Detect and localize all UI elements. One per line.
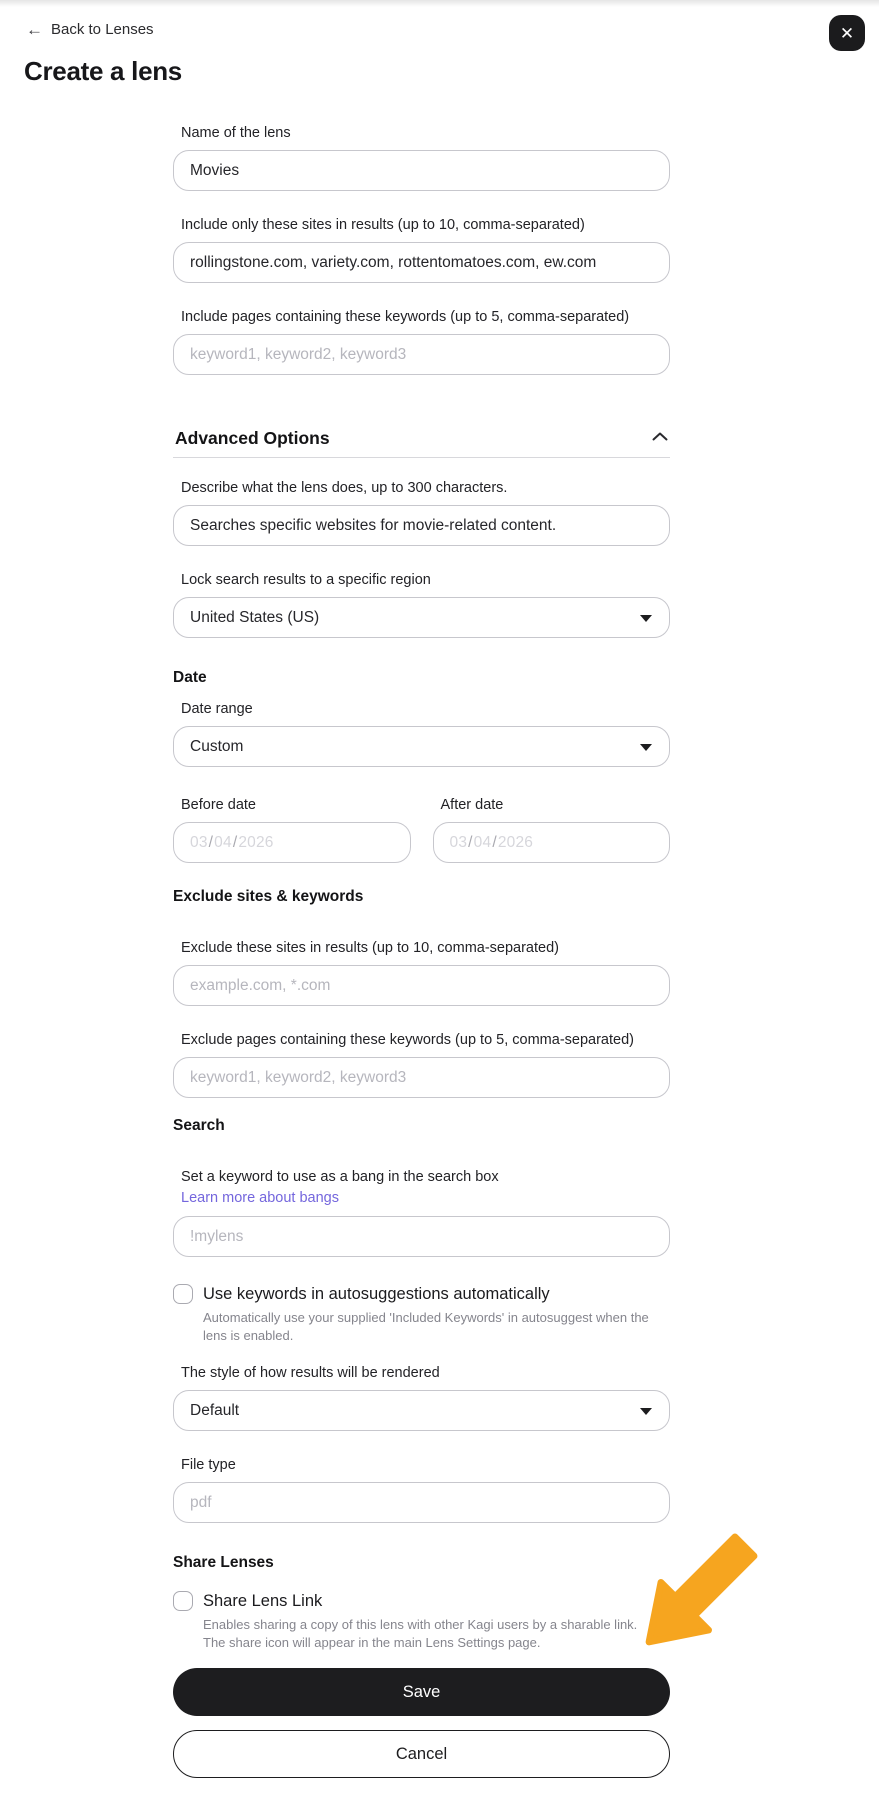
date-separator: / (208, 833, 214, 851)
caret-down-icon (640, 1408, 652, 1415)
share-link-helper-line1: Enables sharing a copy of this lens with other Kagi users by a sharable link. (203, 1617, 638, 1632)
back-to-lenses-link[interactable] (26, 21, 154, 38)
before-date-month: 03 (190, 833, 208, 851)
date-range-select[interactable] (173, 726, 670, 767)
region-selected-value: United States (US) (190, 608, 320, 626)
share-section-heading: Share Lenses (173, 1554, 274, 1571)
include-sites-input[interactable] (173, 242, 670, 283)
back-to-lenses-label: Back to Lenses (51, 21, 154, 38)
date-separator: / (232, 833, 238, 851)
after-date-month: 03 (449, 833, 468, 851)
field-render-style (173, 1365, 670, 1431)
exclude-section-heading: Exclude sites & keywords (173, 888, 364, 905)
date-separator: / (492, 833, 497, 851)
after-date-day: 04 (473, 833, 492, 851)
search-section-heading: Search (173, 1117, 225, 1134)
after-date-year: 2026 (497, 833, 534, 851)
advanced-options-title: Advanced Options (175, 428, 330, 448)
render-style-selected-value: Default (190, 1401, 240, 1419)
region-label: Lock search results to a specific region (181, 572, 431, 588)
after-date-label: After date (440, 797, 504, 813)
after-date-input[interactable] (433, 822, 671, 863)
date-section-heading: Date (173, 669, 207, 686)
share-link-label[interactable]: Share Lens Link (203, 1592, 323, 1610)
render-style-select[interactable] (173, 1390, 670, 1431)
close-button[interactable] (829, 15, 865, 51)
caret-down-icon (640, 615, 652, 622)
include-keywords-label: Include pages containing these keywords (up to 5, comma-separated) (181, 309, 630, 325)
region-select[interactable] (173, 597, 670, 638)
field-before-date (173, 797, 411, 863)
share-link-checkbox-row (173, 1590, 670, 1612)
exclude-sites-input[interactable] (173, 965, 670, 1006)
page-title: Create a lens (24, 56, 182, 86)
date-separator: / (468, 833, 473, 851)
field-include-keywords (173, 309, 670, 375)
advanced-options-toggle[interactable] (173, 429, 670, 458)
bang-label: Set a keyword to use as a bang in the search box (181, 1169, 499, 1185)
learn-more-bangs-link[interactable]: Learn more about bangs (181, 1190, 339, 1206)
description-label: Describe what the lens does, up to 300 characters. (181, 480, 508, 496)
field-region (173, 572, 670, 638)
field-filetype (173, 1457, 670, 1523)
arrow-left-icon: ← (26, 20, 43, 39)
autosuggest-helper-text: Automatically use your supplied 'Included Keywords' in autosuggest when the lens is enabled. (203, 1310, 649, 1343)
filetype-input[interactable] (173, 1482, 670, 1523)
field-description (173, 480, 670, 546)
field-lens-name (173, 125, 670, 191)
before-date-day: 04 (214, 833, 232, 851)
field-date-range (173, 701, 670, 767)
create-lens-form (173, 125, 670, 1778)
autosuggest-label[interactable]: Use keywords in autosuggestions automatically (203, 1285, 550, 1303)
field-bang (173, 1169, 670, 1257)
date-row (173, 797, 670, 863)
lens-name-input[interactable] (173, 150, 670, 191)
description-input[interactable] (173, 505, 670, 546)
exclude-sites-label: Exclude these sites in results (up to 10, comma-separated) (181, 940, 559, 956)
lens-name-label: Name of the lens (181, 125, 291, 141)
top-edge-artifact (0, 0, 879, 7)
caret-down-icon (640, 744, 652, 751)
before-date-label: Before date (181, 797, 256, 813)
include-keywords-input[interactable] (173, 334, 670, 375)
save-button[interactable]: Save (173, 1668, 670, 1716)
close-icon: ✕ (839, 23, 855, 43)
field-after-date (433, 797, 671, 863)
share-link-helper-text (203, 1616, 670, 1652)
before-date-input[interactable] (173, 822, 411, 863)
field-exclude-sites (173, 940, 670, 1006)
before-date-year: 2026 (238, 833, 274, 851)
cancel-button[interactable]: Cancel (173, 1730, 670, 1778)
bang-label-wrap (181, 1169, 670, 1208)
include-sites-label: Include only these sites in results (up to 10, comma-separated) (181, 217, 585, 233)
field-include-sites (173, 217, 670, 283)
share-link-checkbox[interactable] (173, 1591, 193, 1611)
bang-input[interactable] (173, 1216, 670, 1257)
exclude-keywords-input[interactable] (173, 1057, 670, 1098)
date-range-label: Date range (181, 701, 253, 717)
chevron-up-icon[interactable] (652, 432, 668, 441)
filetype-label: File type (181, 1457, 236, 1473)
autosuggest-checkbox[interactable] (173, 1284, 193, 1304)
date-range-selected-value: Custom (190, 737, 244, 755)
field-exclude-keywords (173, 1032, 670, 1098)
share-link-helper-line2: The share icon will appear in the main Lens Settings page. (203, 1635, 541, 1650)
autosuggest-checkbox-row (173, 1283, 670, 1305)
render-style-label: The style of how results will be rendered (181, 1365, 440, 1381)
exclude-keywords-label: Exclude pages containing these keywords (up to 5, comma-separated) (181, 1032, 634, 1048)
